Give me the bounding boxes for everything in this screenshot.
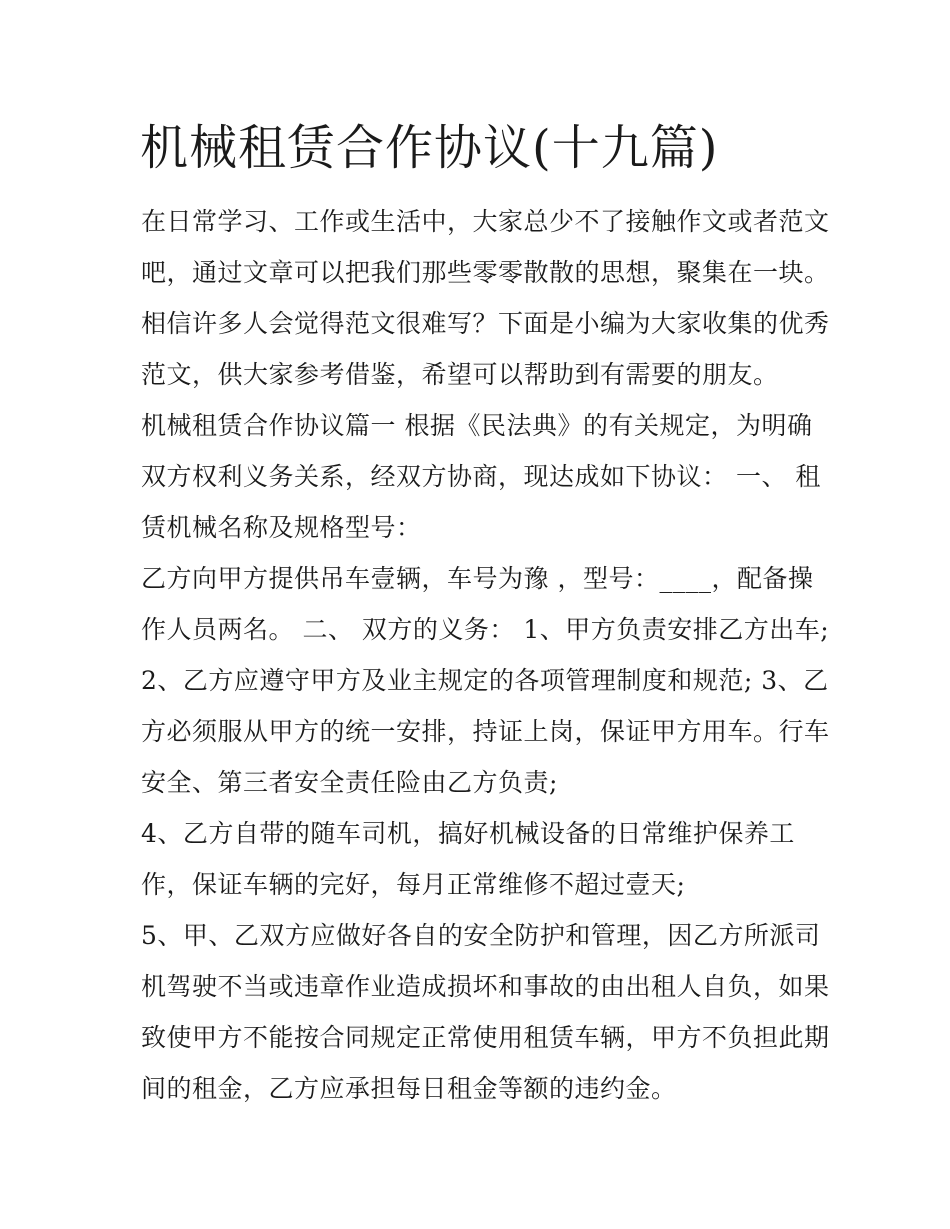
body-line-1: 在日常学习、工作或生活中，大家总少不了接触作文或者范文 bbox=[141, 207, 830, 236]
body-line-3: 相信许多人会觉得范文很难写？下面是小编为大家收集的优秀 bbox=[141, 309, 830, 338]
body-line-15: 5、甲、乙双方应做好各自的安全防护和管理，因乙方所派司 bbox=[141, 921, 821, 950]
body-line-16: 机驾驶不当或违章作业造成损坏和事故的由出租人自负，如果 bbox=[141, 972, 830, 1001]
body-line-5: 机械租赁合作协议篇一 根据《民法典》的有关规定，为明确 bbox=[141, 411, 813, 440]
document-title: 机械租赁合作协议(十九篇) bbox=[140, 120, 719, 176]
body-line-12: 安全、第三者安全责任险由乙方负责; bbox=[141, 768, 558, 797]
body-line-17: 致使甲方不能按合同规定正常使用租赁车辆，甲方不负担此期 bbox=[141, 1023, 830, 1052]
body-line-18: 间的租金，乙方应承担每日租金等额的违约金。 bbox=[141, 1074, 677, 1103]
body-line-11: 方必须服从甲方的统一安排，持证上岗，保证甲方用车。行车 bbox=[141, 717, 830, 746]
body-line-8: 乙方向甲方提供吊车壹辆，车号为豫 ，型号：____，配备操 bbox=[141, 564, 814, 593]
body-line-2: 吧，通过文章可以把我们那些零零散散的思想，聚集在一块。 bbox=[141, 258, 830, 287]
body-line-7: 赁机械名称及规格型号： bbox=[141, 513, 422, 542]
body-line-13: 4、乙方自带的随车司机，搞好机械设备的日常维护保养工 bbox=[141, 819, 795, 848]
body-line-4: 范文，供大家参考借鉴，希望可以帮助到有需要的朋友。 bbox=[141, 360, 779, 389]
body-line-9: 作人员两名。 二、 双方的义务： 1、甲方负责安排乙方出车; bbox=[141, 615, 830, 644]
body-line-14: 作，保证车辆的完好，每月正常维修不超过壹天; bbox=[141, 870, 686, 899]
body-line-6: 双方权利义务关系，经双方协商，现达成如下协议： 一、 租 bbox=[141, 462, 821, 491]
body-line-10: 2、乙方应遵守甲方及业主规定的各项管理制度和规范; 3、乙 bbox=[141, 666, 829, 695]
